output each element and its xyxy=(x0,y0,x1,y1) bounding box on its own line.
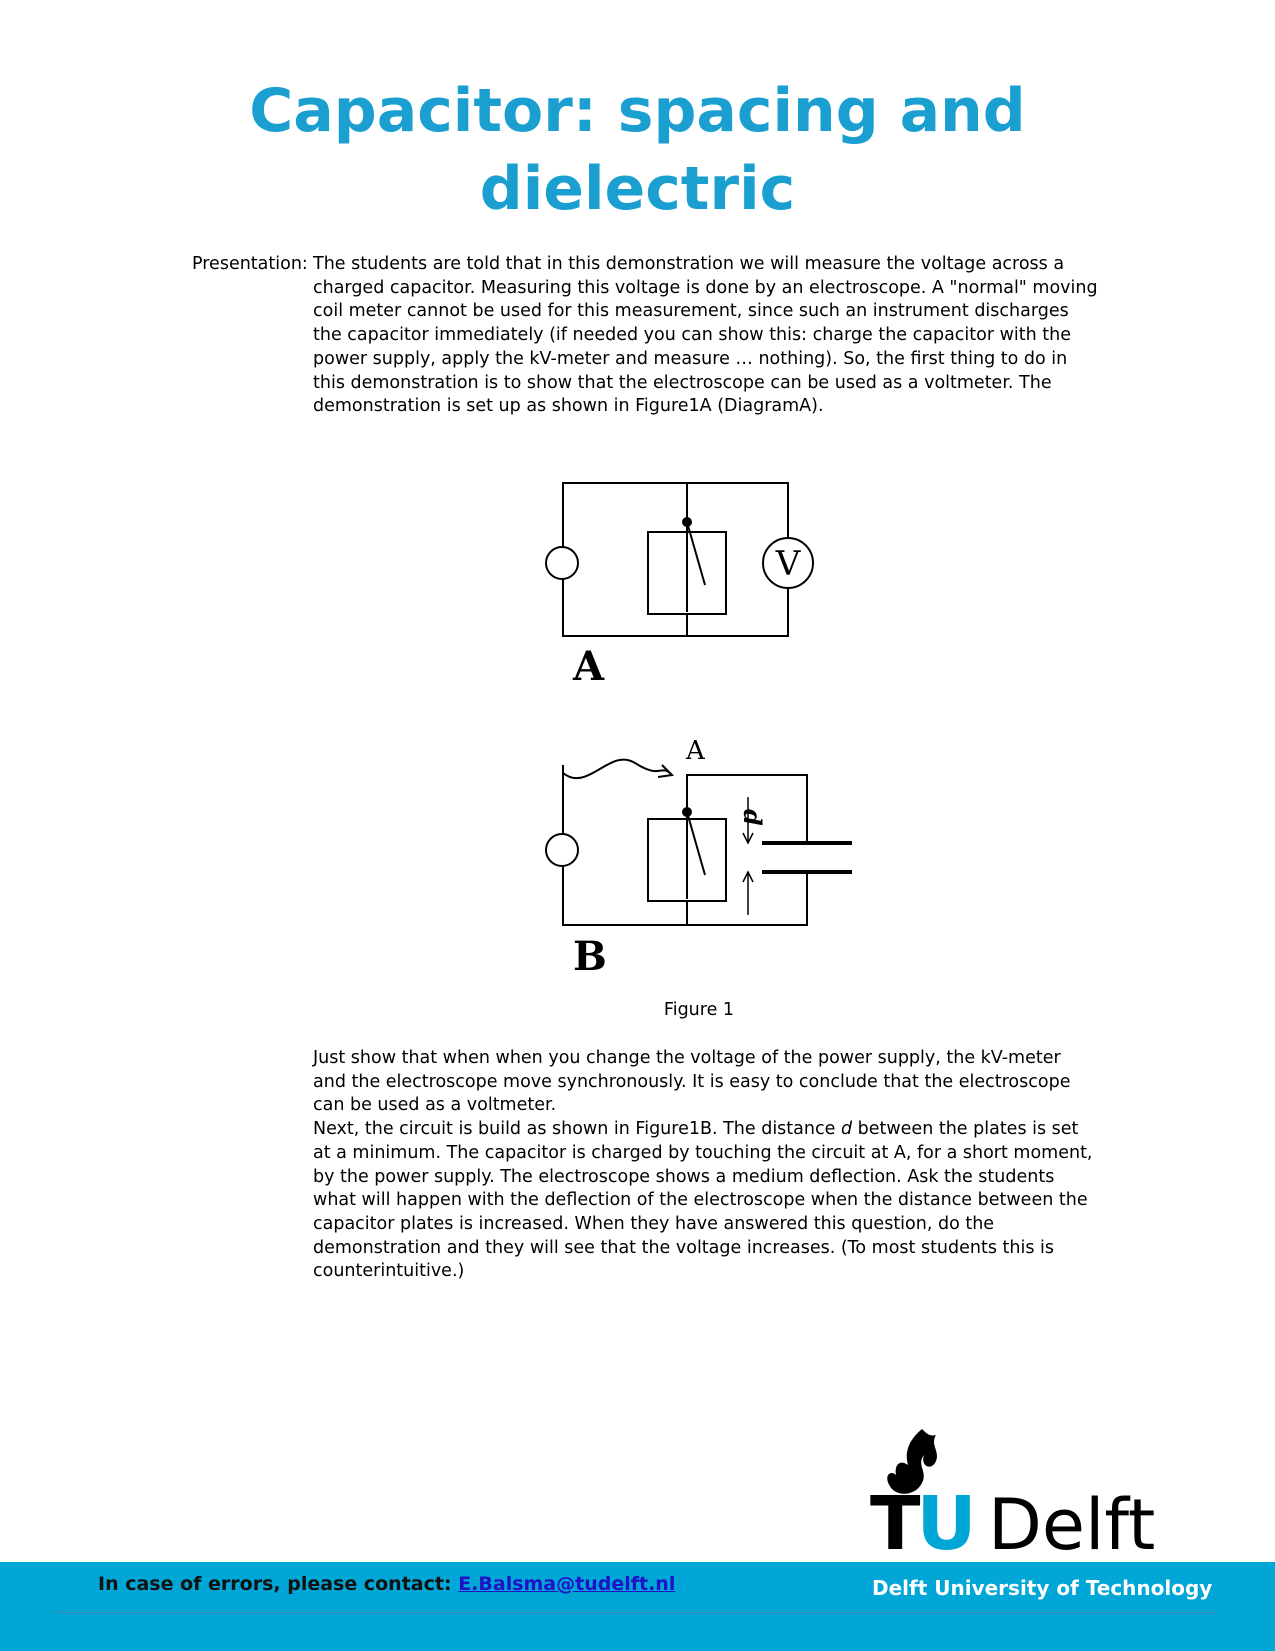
touch-wire xyxy=(563,760,670,779)
voltmeter-label: V xyxy=(775,544,801,584)
power-source-symbol xyxy=(546,834,578,866)
text-line: by the power supply. The electroscope shows a medium deflection. Ask the students xyxy=(313,1166,1055,1187)
text-line: demonstration is set up as shown in Figure1A (DiagramA). xyxy=(313,396,824,417)
circuit-diagram-b xyxy=(540,735,860,985)
power-source-symbol xyxy=(546,547,578,579)
text-line: capacitor plates is increased. When they have answered this question, do the xyxy=(313,1213,995,1234)
distance-label: d xyxy=(738,809,767,826)
footer-divider xyxy=(52,1612,1217,1613)
contact-email-link[interactable]: E.Balsma@tudelft.nl xyxy=(458,1573,676,1595)
title-line-1: Capacitor: spacing and xyxy=(249,76,1026,146)
text-line: counterintuitive.) xyxy=(313,1261,465,1282)
figure-caption: Figure 1 xyxy=(663,1000,735,1020)
logo-t: T xyxy=(870,1481,917,1555)
text-line: at a minimum. The capacitor is charged by touching the circuit at A, for a short moment, xyxy=(313,1142,1093,1163)
title-line-2: dielectric xyxy=(479,154,796,224)
text-line: coil meter cannot be used for this measurement, since such an instrument discharges xyxy=(313,301,1069,322)
diagram-b-label: B xyxy=(573,933,607,980)
presentation-label: Presentation: xyxy=(192,254,308,274)
text-line: charged capacitor. Measuring this voltage is done by an electroscope. A "normal" moving xyxy=(313,277,1098,298)
text-line: demonstration and they will see that the voltage increases. (To most students this is xyxy=(313,1237,1054,1258)
logo-delft: Delft xyxy=(988,1484,1156,1555)
text-line: The students are told that in this demonstration we will measure the voltage across a xyxy=(313,254,1065,274)
presentation-paragraph xyxy=(313,253,1098,419)
text-line xyxy=(313,1118,1093,1142)
logo-u: U xyxy=(916,1481,973,1555)
text-line: this demonstration is to show that the electroscope can be used as a voltmeter. The xyxy=(313,372,1052,393)
text-fragment: between the plates is set xyxy=(852,1119,1079,1140)
text-line: what will happen with the deflection of the electroscope when the distance between the xyxy=(313,1190,1088,1211)
text-line: the capacitor immediately (if needed you can show this: charge the capacitor with the xyxy=(313,325,1072,346)
text-line: and the electroscope move synchronously. It is easy to conclude that the electroscope xyxy=(313,1071,1071,1092)
tu-delft-logo xyxy=(870,1425,1190,1555)
contact-line xyxy=(98,1573,675,1595)
logo-tu xyxy=(870,1481,973,1555)
text-line: Just show that when when you change the voltage of the power supply, the kV-meter xyxy=(313,1048,1061,1068)
page-title xyxy=(0,72,1275,228)
circuit-diagram-a xyxy=(540,475,840,685)
distance-symbol: d xyxy=(840,1119,853,1140)
text-line: power supply, apply the kV-meter and measure … nothing). So, the first thing to do in xyxy=(313,348,1068,369)
touch-point-label: A xyxy=(686,736,705,766)
text-fragment: Next, the circuit is build as shown in Figure1B. The distance xyxy=(313,1119,841,1140)
electroscope-knob xyxy=(682,807,692,817)
body-paragraph xyxy=(313,1047,1093,1284)
text-line: can be used as a voltmeter. xyxy=(313,1095,557,1116)
electroscope-knob xyxy=(682,517,692,527)
diagram-a-label: A xyxy=(573,643,605,685)
footer-bar xyxy=(0,1562,1275,1651)
university-name: Delft University of Technology xyxy=(872,1576,1213,1600)
contact-label: In case of errors, please contact: xyxy=(98,1573,452,1595)
